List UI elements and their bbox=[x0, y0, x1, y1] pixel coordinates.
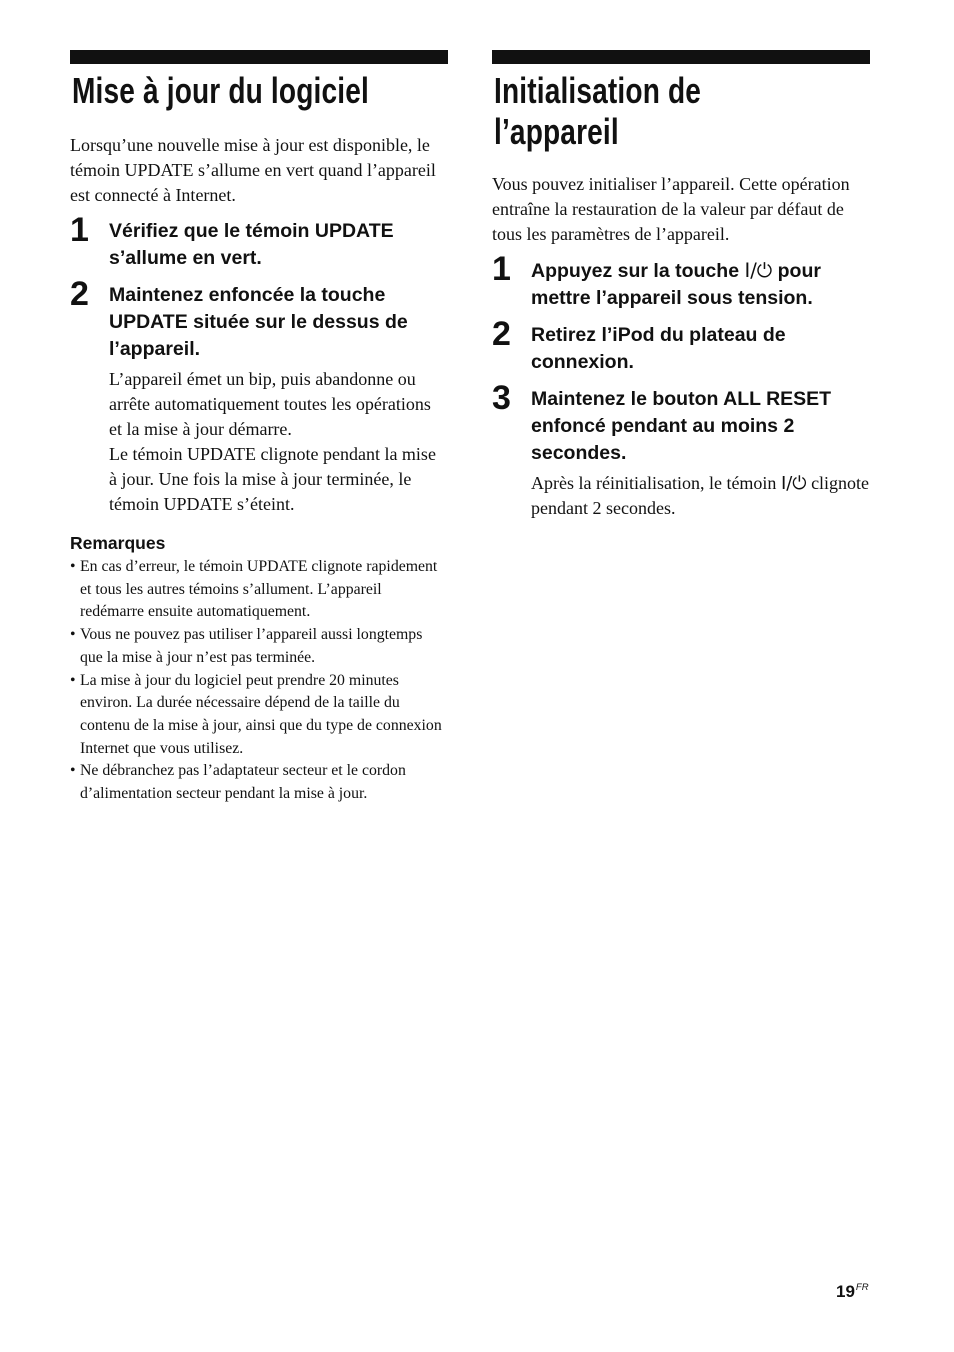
section-rule bbox=[70, 50, 448, 64]
section-intro: Vous pouvez initialiser l’appareil. Cette opération entraîne la restauration de la valeur par défaut de tous les paramètres de l’appareil. bbox=[492, 174, 850, 244]
step-text: Après la réinitialisation, le témoin bbox=[531, 473, 781, 493]
step-number: 1 bbox=[70, 211, 89, 249]
note-item: • La mise à jour du logiciel peut prendre 20 minutes environ. La durée nécessaire dépend de la taille du contenu de la mise à jour, ainsi que du type de connexion Internet que vous utilisez. bbox=[70, 670, 448, 761]
section-title bbox=[494, 70, 871, 152]
step-description bbox=[109, 367, 448, 517]
step-paragraph: L’appareil émet un bip, puis abandonne ou arrête automatiquement toutes les opérations et la mise à jour démarre. bbox=[109, 369, 431, 439]
section-rule bbox=[492, 50, 870, 64]
step-2 bbox=[492, 315, 870, 376]
section-title: Mise à jour du logiciel bbox=[72, 70, 369, 111]
step-text: clignote pendant 2 secondes. bbox=[531, 473, 870, 518]
step-title-text: pour mettre l’appareil sous tension. bbox=[531, 260, 821, 309]
note-item: • Vous ne pouvez pas utiliser l’appareil aussi longtemps que la mise à jour n’est pas terminée. bbox=[70, 624, 448, 669]
note-item: • Ne débranchez pas l’adaptateur secteur et le cordon d’alimentation secteur pendant la mise à jour. bbox=[70, 760, 448, 805]
notes-list bbox=[70, 556, 448, 806]
section-title-line: Initialisation de bbox=[494, 70, 702, 111]
page-number bbox=[836, 1282, 869, 1302]
section-software-update bbox=[70, 50, 448, 806]
step-paragraph bbox=[531, 471, 870, 521]
step-number: 2 bbox=[492, 315, 511, 353]
step-2 bbox=[70, 275, 448, 517]
step-1 bbox=[70, 211, 448, 272]
step-description bbox=[531, 471, 870, 521]
step-title: Maintenez enfoncée la touche UPDATE située sur le dessus de l’appareil. bbox=[109, 284, 408, 360]
section-device-reset bbox=[492, 50, 870, 521]
step-3 bbox=[492, 379, 870, 521]
section-title-line: l’appareil bbox=[494, 111, 619, 152]
step-title bbox=[531, 257, 870, 312]
power-icon: I/⏻ bbox=[780, 473, 807, 494]
power-icon: I/⏻ bbox=[744, 259, 773, 282]
step-number: 1 bbox=[492, 250, 511, 288]
step-title: Retirez l’iPod du plateau de connexion. bbox=[531, 324, 786, 373]
page-number-value: 19 bbox=[836, 1282, 855, 1301]
step-title: Vérifiez que le témoin UPDATE s’allume en vert. bbox=[109, 220, 394, 269]
step-title: Maintenez le bouton ALL RESET enfoncé pendant au moins 2 secondes. bbox=[531, 388, 832, 464]
step-1 bbox=[492, 250, 870, 312]
step-paragraph: Le témoin UPDATE clignote pendant la mise à jour. Une fois la mise à jour terminée, le témoin UPDATE s’éteint. bbox=[109, 444, 436, 514]
step-title-text: Appuyez sur la touche bbox=[531, 260, 745, 282]
section-intro: Lorsqu’une nouvelle mise à jour est disponible, le témoin UPDATE s’allume en vert quand l’appareil est connecté à Internet. bbox=[70, 135, 436, 205]
notes-heading: Remarques bbox=[70, 533, 166, 553]
note-item: • En cas d’erreur, le témoin UPDATE clignote rapidement et tous les autres témoins s’allument. L’appareil redémarre ensuite automatiquement. bbox=[70, 556, 448, 624]
step-number: 2 bbox=[70, 275, 89, 313]
step-number: 3 bbox=[492, 379, 511, 417]
language-code: FR bbox=[855, 1282, 869, 1293]
